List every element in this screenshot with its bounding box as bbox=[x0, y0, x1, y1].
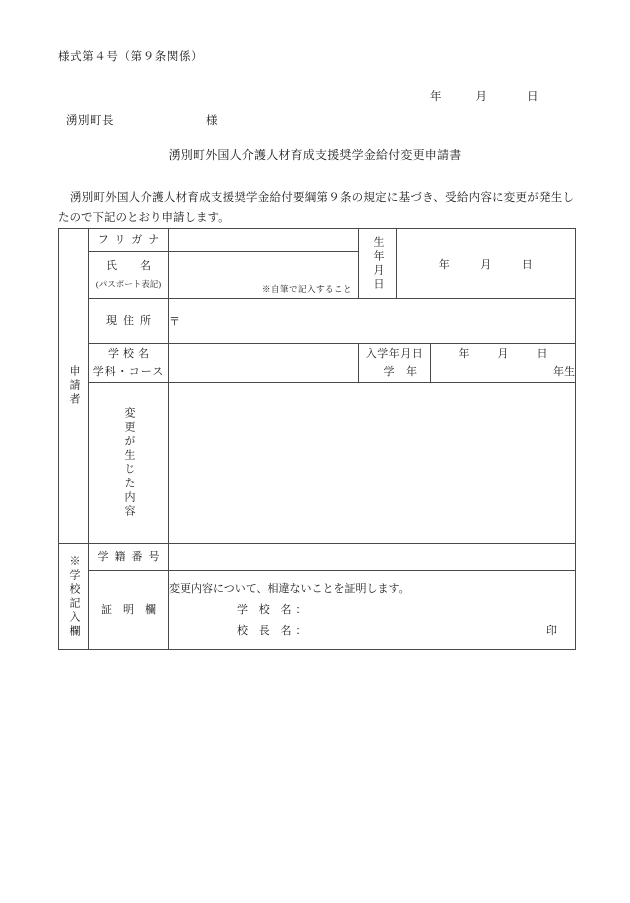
name-label: 氏 名 (パスポート表記) bbox=[89, 252, 169, 299]
date-year-label: 年 bbox=[430, 91, 442, 103]
enrollment-date-label: 入学年月日 学 年 bbox=[359, 344, 431, 383]
table-row-school bbox=[59, 344, 576, 383]
certificate-school-label: 学 校 名： bbox=[237, 603, 311, 616]
date-line bbox=[430, 88, 539, 104]
name-sublabel: (パスポート表記) bbox=[95, 278, 162, 289]
birth-year-label: 年 bbox=[438, 258, 451, 271]
addressee-honorific: 様 bbox=[206, 115, 218, 127]
enroll-day-label: 日 bbox=[536, 348, 548, 360]
certificate-principal-row bbox=[169, 621, 575, 642]
table-row-change-content bbox=[59, 383, 576, 544]
addressee-line bbox=[66, 112, 218, 128]
certificate-content-area[interactable] bbox=[169, 571, 576, 650]
birth-day-label: 日 bbox=[521, 258, 534, 271]
date-day-label: 日 bbox=[527, 91, 539, 103]
birthdate-input-area[interactable] bbox=[397, 229, 576, 299]
address-input-area[interactable] bbox=[169, 299, 576, 344]
enrollment-date-input-area[interactable] bbox=[431, 344, 576, 383]
date-month-label: 月 bbox=[475, 91, 487, 103]
birth-month-label: 月 bbox=[480, 258, 492, 271]
seal-mark-label: 印 bbox=[546, 624, 557, 637]
table-row-furigana bbox=[59, 229, 576, 252]
change-content-label: 変更が生じた内容 bbox=[89, 383, 169, 544]
furigana-input-area[interactable] bbox=[169, 229, 359, 252]
birthdate-label: 生年月日 bbox=[359, 229, 397, 299]
certificate-statement: 変更内容について、相違ないことを証明します。 bbox=[169, 582, 410, 595]
student-number-input-area[interactable] bbox=[169, 544, 576, 571]
table-row-address bbox=[59, 299, 576, 344]
certificate-school-row bbox=[169, 600, 575, 621]
certificate-principal-label: 校 長 名： bbox=[237, 624, 311, 637]
certificate-label: 証 明 欄 bbox=[89, 571, 169, 650]
addressee-name: 湧別町長 bbox=[66, 115, 114, 127]
application-form-table bbox=[58, 228, 576, 650]
postal-mark-icon: 〒 bbox=[169, 316, 180, 328]
grade-suffix-label: 年生 bbox=[553, 366, 575, 378]
document-title: 湧別町外国人介護人材育成支援奨学金給付変更申請書 bbox=[168, 148, 462, 162]
furigana-label: フリガナ bbox=[89, 229, 169, 252]
school-entry-section-label: ※学校記入欄 bbox=[59, 544, 89, 650]
school-name-label: 学校名 学科・コース bbox=[89, 344, 169, 383]
enroll-year-label: 年 bbox=[458, 348, 470, 360]
change-content-input-area[interactable] bbox=[169, 383, 576, 544]
enroll-month-label: 月 bbox=[497, 348, 509, 360]
form-code: 様式第４号（第９条関係） bbox=[58, 51, 204, 63]
student-number-label: 学籍番号 bbox=[89, 544, 169, 571]
name-handwriting-note: ※自筆で記入すること bbox=[261, 284, 352, 294]
document-body-text: 湧別町外国人介護人材育成支援奨学金給付要綱第９条の規定に基づき、受給内容に変更が発生したので下記のとおり申請します。 bbox=[58, 192, 574, 224]
table-row-student-number bbox=[59, 544, 576, 571]
applicant-section-label: 申請者 bbox=[59, 229, 89, 544]
address-label: 現住所 bbox=[89, 299, 169, 344]
name-input-area[interactable] bbox=[169, 252, 359, 299]
school-name-input-area[interactable] bbox=[169, 344, 359, 383]
table-row-certificate bbox=[59, 571, 576, 650]
